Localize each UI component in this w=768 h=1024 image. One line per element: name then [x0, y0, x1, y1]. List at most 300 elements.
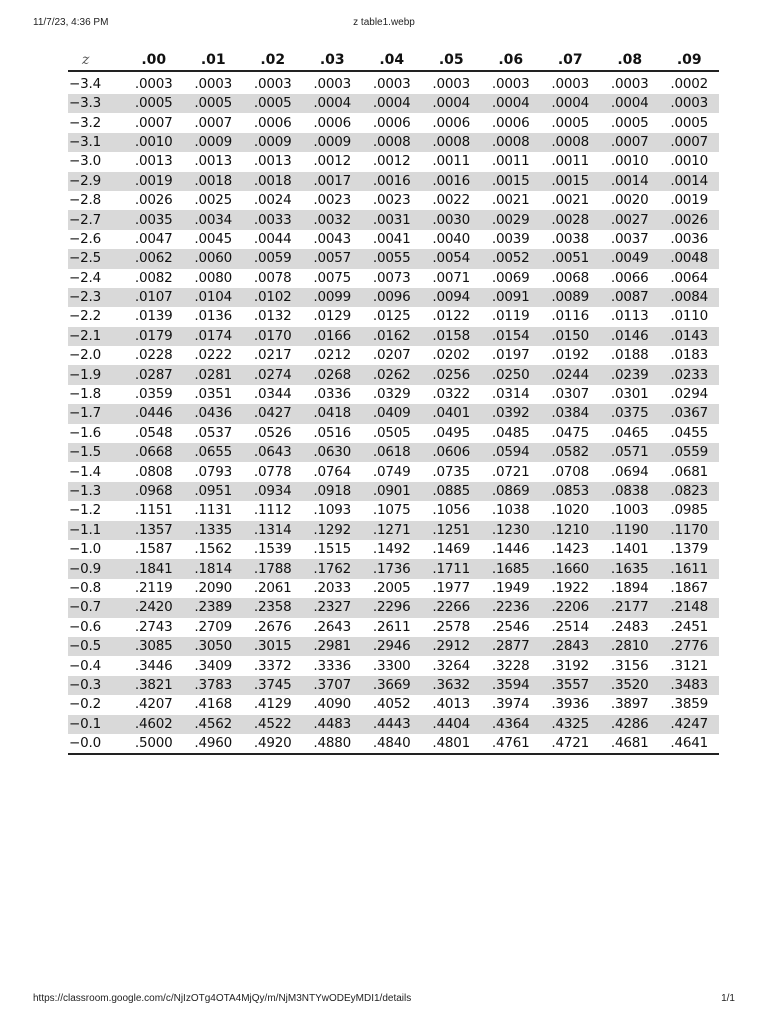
probability-cell: .1711: [432, 560, 471, 577]
probability-cell: .0005: [670, 114, 709, 131]
probability-cell: .4840: [362, 734, 422, 754]
probability-cell: .2206: [551, 599, 590, 616]
probability-cell: .0721: [491, 463, 530, 480]
probability-cell: .4960: [184, 734, 244, 754]
probability-cell: .1075: [372, 502, 411, 519]
probability-cell: .0007: [134, 114, 173, 131]
probability-cell: .0082: [134, 269, 173, 286]
probability-cell: .1469: [432, 541, 471, 558]
probability-cell: .0301: [610, 386, 649, 403]
probability-cell: .0007: [194, 114, 233, 131]
probability-cell: .1867: [670, 579, 709, 596]
probability-cell: .0143: [670, 327, 709, 344]
probability-cell: .2090: [194, 579, 233, 596]
probability-cell: .0526: [253, 424, 292, 441]
probability-cell: .0655: [194, 444, 233, 461]
table-row: [68, 152, 719, 171]
probability-cell: .0003: [551, 76, 590, 92]
probability-cell: .0274: [253, 366, 292, 383]
table-row: [68, 133, 719, 152]
probability-cell: .1093: [313, 502, 352, 519]
probability-cell: .2389: [194, 599, 233, 616]
probability-cell: .3228: [491, 657, 530, 674]
probability-cell: .2843: [551, 638, 590, 655]
probability-cell: .0022: [432, 192, 471, 209]
probability-cell: .1446: [491, 541, 530, 558]
probability-cell: .0012: [313, 153, 352, 170]
z-value-cell: −2.1: [69, 327, 101, 344]
probability-cell: .0062: [134, 250, 173, 267]
table-row: [68, 618, 719, 637]
probability-cell: .2177: [610, 599, 649, 616]
probability-cell: .0281: [194, 366, 233, 383]
z-value-cell: −2.9: [69, 172, 101, 189]
probability-cell: .0681: [670, 463, 709, 480]
probability-cell: .4325: [551, 715, 590, 732]
probability-cell: .0013: [253, 153, 292, 170]
probability-cell: .0007: [670, 133, 709, 150]
probability-cell: .0207: [372, 347, 411, 364]
probability-cell: .3336: [313, 657, 352, 674]
probability-cell: .2810: [610, 638, 649, 655]
probability-cell: .1977: [432, 579, 471, 596]
probability-cell: .0256: [432, 366, 471, 383]
probability-cell: .0004: [432, 95, 471, 112]
probability-cell: .0026: [134, 192, 173, 209]
probability-cell: .0099: [313, 289, 352, 306]
probability-cell: .0066: [610, 269, 649, 286]
z-value-cell: −2.0: [69, 347, 101, 364]
probability-cell: .0073: [372, 269, 411, 286]
probability-cell: .1949: [491, 579, 530, 596]
probability-cell: .0007: [610, 133, 649, 150]
probability-cell: .0125: [372, 308, 411, 325]
probability-cell: .0537: [194, 424, 233, 441]
probability-cell: .0059: [253, 250, 292, 267]
probability-cell: .3632: [432, 676, 471, 693]
probability-cell: .0446: [134, 405, 173, 422]
probability-cell: .2676: [253, 618, 292, 635]
probability-cell: .0019: [134, 172, 173, 189]
column-header: .07: [541, 49, 601, 71]
probability-cell: .0017: [313, 172, 352, 189]
probability-cell: .4483: [313, 715, 352, 732]
probability-cell: .0869: [491, 483, 530, 499]
table-row: [68, 695, 719, 714]
probability-cell: .4880: [303, 734, 363, 754]
probability-cell: .1894: [610, 579, 649, 596]
probability-cell: .0052: [491, 250, 530, 267]
probability-cell: .1038: [491, 502, 530, 519]
probability-cell: .2611: [372, 618, 411, 635]
z-value-cell: −1.2: [69, 502, 101, 519]
probability-cell: .2578: [432, 618, 471, 635]
table-row: [68, 559, 719, 578]
table-row: [68, 249, 719, 268]
probability-cell: .0045: [194, 230, 233, 247]
z-value-cell: −3.3: [69, 95, 101, 112]
probability-cell: .0222: [194, 347, 233, 364]
column-header: .05: [422, 49, 482, 71]
z-value-cell: −1.4: [69, 463, 101, 480]
probability-cell: .1210: [551, 521, 590, 538]
probability-cell: .1003: [610, 502, 649, 519]
table-row: [68, 210, 719, 229]
table-row: [68, 191, 719, 210]
table-row: [68, 94, 719, 113]
probability-cell: .0011: [432, 153, 471, 170]
probability-cell: .0016: [432, 172, 471, 189]
probability-cell: .1423: [551, 541, 590, 558]
probability-cell: .3783: [194, 676, 233, 693]
probability-cell: .2981: [313, 638, 352, 655]
probability-cell: .0006: [313, 114, 352, 131]
probability-cell: .0606: [432, 444, 471, 461]
column-header: .09: [660, 49, 720, 71]
probability-cell: .0968: [134, 483, 173, 499]
probability-cell: .0033: [253, 211, 292, 228]
z-value-cell: −0.6: [69, 618, 101, 635]
probability-cell: .0322: [432, 386, 471, 403]
probability-cell: .0030: [432, 211, 471, 228]
probability-cell: .0004: [372, 95, 411, 112]
probability-cell: .4090: [313, 696, 352, 713]
probability-cell: .4168: [194, 696, 233, 713]
probability-cell: .0122: [432, 308, 471, 325]
probability-cell: .0048: [670, 250, 709, 267]
probability-cell: .0455: [670, 424, 709, 441]
probability-cell: .2451: [670, 618, 709, 635]
probability-cell: .0582: [551, 444, 590, 461]
probability-cell: .0179: [134, 327, 173, 344]
probability-cell: .2420: [134, 599, 173, 616]
probability-cell: .3156: [610, 657, 649, 674]
z-value-cell: −3.0: [69, 153, 101, 170]
z-value-cell: −0.3: [69, 676, 101, 693]
probability-cell: .0136: [194, 308, 233, 325]
probability-cell: .2546: [491, 618, 530, 635]
probability-cell: .0102: [253, 289, 292, 306]
probability-cell: .1492: [372, 541, 411, 558]
probability-cell: .0037: [610, 230, 649, 247]
probability-cell: .2877: [491, 638, 530, 655]
probability-cell: .0375: [610, 405, 649, 422]
probability-cell: .0668: [134, 444, 173, 461]
column-header: .00: [124, 49, 184, 71]
probability-cell: .1020: [551, 502, 590, 519]
probability-cell: .0009: [194, 133, 233, 150]
probability-cell: .0838: [610, 483, 649, 499]
probability-cell: .0643: [253, 444, 292, 461]
probability-cell: .0049: [610, 250, 649, 267]
probability-cell: .1314: [253, 521, 292, 538]
probability-cell: .0808: [134, 463, 173, 480]
probability-cell: .0239: [610, 366, 649, 383]
probability-cell: .3372: [253, 657, 292, 674]
probability-cell: .5000: [124, 734, 184, 754]
probability-cell: .1131: [194, 502, 233, 519]
probability-cell: .0495: [432, 424, 471, 441]
probability-cell: .0548: [134, 424, 173, 441]
probability-cell: .1251: [432, 521, 471, 538]
probability-cell: .0078: [253, 269, 292, 286]
probability-cell: .2033: [313, 579, 352, 596]
z-value-cell: −3.1: [69, 133, 101, 150]
probability-cell: .0158: [432, 327, 471, 344]
probability-cell: .0024: [253, 192, 292, 209]
probability-cell: .1788: [253, 560, 292, 577]
probability-cell: .1112: [253, 502, 292, 519]
probability-cell: .0885: [432, 483, 471, 499]
probability-cell: .0694: [610, 463, 649, 480]
z-value-cell: −1.1: [69, 521, 101, 538]
probability-cell: .0465: [610, 424, 649, 441]
probability-cell: .0021: [551, 192, 590, 209]
table-row: [68, 365, 719, 384]
probability-cell: .0630: [313, 444, 352, 461]
probability-cell: .0015: [551, 172, 590, 189]
probability-cell: .0012: [372, 153, 411, 170]
probability-cell: .0057: [313, 250, 352, 267]
probability-cell: .0329: [372, 386, 411, 403]
z-value-cell: −0.7: [69, 599, 101, 616]
probability-cell: .0951: [194, 483, 233, 499]
z-column-header: z: [68, 49, 124, 71]
probability-cell: .0069: [491, 269, 530, 286]
table-row: [68, 424, 719, 443]
probability-cell: .3446: [134, 657, 173, 674]
probability-cell: .0003: [610, 76, 649, 92]
probability-cell: .0028: [551, 211, 590, 228]
probability-cell: .0359: [134, 386, 173, 403]
probability-cell: .0044: [253, 230, 292, 247]
probability-cell: .1271: [372, 521, 411, 538]
probability-cell: .0344: [253, 386, 292, 403]
probability-cell: .0018: [253, 172, 292, 189]
table-row: [68, 482, 719, 501]
probability-cell: .2776: [670, 638, 709, 655]
probability-cell: .3707: [313, 676, 352, 693]
z-value-cell: −2.7: [69, 211, 101, 228]
probability-cell: .0025: [194, 192, 233, 209]
probability-cell: .0019: [670, 192, 709, 209]
probability-cell: .0594: [491, 444, 530, 461]
z-value-cell: −1.7: [69, 405, 101, 422]
probability-cell: .0217: [253, 347, 292, 364]
table-body: [68, 71, 719, 754]
column-header: .08: [600, 49, 660, 71]
probability-cell: .2119: [134, 579, 173, 596]
probability-cell: .3859: [670, 696, 709, 713]
probability-cell: .1922: [551, 579, 590, 596]
probability-cell: .0170: [253, 327, 292, 344]
probability-cell: .3745: [253, 676, 292, 693]
probability-cell: .0934: [253, 483, 292, 499]
probability-cell: .0228: [134, 347, 173, 364]
z-value-cell: −0.5: [69, 638, 101, 655]
probability-cell: .0475: [551, 424, 590, 441]
table-row: [68, 230, 719, 249]
probability-cell: .2709: [194, 618, 233, 635]
table-row: [68, 462, 719, 481]
table-row: [68, 521, 719, 540]
probability-cell: .1685: [491, 560, 530, 577]
table-row: [68, 113, 719, 132]
probability-cell: .0087: [610, 289, 649, 306]
probability-cell: .0985: [670, 502, 709, 519]
probability-cell: .1562: [194, 541, 233, 558]
probability-cell: .2296: [372, 599, 411, 616]
table-row: [68, 676, 719, 695]
probability-cell: .0006: [432, 114, 471, 131]
z-value-cell: −2.6: [69, 230, 101, 247]
z-value-cell: −0.4: [69, 657, 101, 674]
probability-cell: .3520: [610, 676, 649, 693]
probability-cell: .0113: [610, 308, 649, 325]
table-row: [68, 501, 719, 520]
probability-cell: .0014: [670, 172, 709, 189]
z-table-container: [68, 49, 719, 755]
table-row: [68, 579, 719, 598]
probability-cell: .3483: [670, 676, 709, 693]
probability-cell: .3015: [253, 638, 292, 655]
probability-cell: .2236: [491, 599, 530, 616]
probability-cell: .0043: [313, 230, 352, 247]
probability-cell: .0336: [313, 386, 352, 403]
probability-cell: .2743: [134, 618, 173, 635]
probability-cell: .0094: [432, 289, 471, 306]
probability-cell: .0250: [491, 366, 530, 383]
probability-cell: .1660: [551, 560, 590, 577]
probability-cell: .0793: [194, 463, 233, 480]
probability-cell: .1814: [194, 560, 233, 577]
probability-cell: .4562: [194, 715, 233, 732]
probability-cell: .1587: [134, 541, 173, 558]
probability-cell: .2005: [372, 579, 411, 596]
probability-cell: .0036: [670, 230, 709, 247]
probability-cell: .0294: [670, 386, 709, 403]
probability-cell: .0084: [670, 289, 709, 306]
probability-cell: .0039: [491, 230, 530, 247]
probability-cell: .0418: [313, 405, 352, 422]
probability-cell: .0162: [372, 327, 411, 344]
probability-cell: .0008: [551, 133, 590, 150]
probability-cell: .0011: [491, 153, 530, 170]
probability-cell: .0154: [491, 327, 530, 344]
probability-cell: .3300: [372, 657, 411, 674]
z-value-cell: −1.8: [69, 386, 101, 403]
z-value-cell: −2.8: [69, 192, 101, 209]
probability-cell: .0035: [134, 211, 173, 228]
probability-cell: .0823: [670, 483, 709, 499]
z-value-cell: −0.0: [68, 734, 124, 754]
print-header: [33, 17, 735, 31]
probability-cell: .0003: [670, 95, 709, 112]
document-title: z table1.webp: [353, 17, 415, 28]
probability-cell: .0183: [670, 347, 709, 364]
probability-cell: .0188: [610, 347, 649, 364]
table-row: [68, 307, 719, 326]
probability-cell: .0129: [313, 308, 352, 325]
probability-cell: .0146: [610, 327, 649, 344]
probability-cell: .0392: [491, 405, 530, 422]
probability-cell: .0314: [491, 386, 530, 403]
probability-cell: .1151: [134, 502, 173, 519]
probability-cell: .2358: [253, 599, 292, 616]
probability-cell: .1611: [670, 560, 709, 577]
probability-cell: .0080: [194, 269, 233, 286]
probability-cell: .0166: [313, 327, 352, 344]
probability-cell: .0003: [194, 76, 233, 92]
probability-cell: .3085: [134, 638, 173, 655]
probability-cell: .0015: [491, 172, 530, 189]
probability-cell: .1190: [610, 521, 649, 538]
z-value-cell: −0.9: [69, 560, 101, 577]
probability-cell: .0009: [253, 133, 292, 150]
probability-cell: .0096: [372, 289, 411, 306]
probability-cell: .1841: [134, 560, 173, 577]
z-value-cell: −2.3: [69, 289, 101, 306]
probability-cell: .4681: [600, 734, 660, 754]
table-row: [68, 656, 719, 675]
probability-cell: .2266: [432, 599, 471, 616]
probability-cell: .0038: [551, 230, 590, 247]
probability-cell: .0047: [134, 230, 173, 247]
probability-cell: .0749: [372, 463, 411, 480]
probability-cell: .0055: [372, 250, 411, 267]
probability-cell: .0010: [134, 133, 173, 150]
probability-cell: .1170: [670, 521, 709, 538]
probability-cell: .1515: [313, 541, 352, 558]
probability-cell: .3121: [670, 657, 709, 674]
probability-cell: .3050: [194, 638, 233, 655]
z-value-cell: −3.4: [69, 76, 101, 92]
probability-cell: .3557: [551, 676, 590, 693]
probability-cell: .0008: [432, 133, 471, 150]
probability-cell: .4641: [660, 734, 720, 754]
probability-cell: .1379: [670, 541, 709, 558]
z-value-cell: −1.3: [69, 483, 101, 499]
probability-cell: .0040: [432, 230, 471, 247]
probability-cell: .0485: [491, 424, 530, 441]
probability-cell: .0307: [551, 386, 590, 403]
probability-cell: .0107: [134, 289, 173, 306]
probability-cell: .0010: [610, 153, 649, 170]
probability-cell: .0018: [194, 172, 233, 189]
probability-cell: .0032: [313, 211, 352, 228]
probability-cell: .0071: [432, 269, 471, 286]
table-row: [68, 404, 719, 423]
z-value-cell: −1.6: [69, 424, 101, 441]
probability-cell: .1357: [134, 521, 173, 538]
z-value-cell: −1.0: [69, 541, 101, 558]
probability-cell: .0004: [551, 95, 590, 112]
probability-cell: .1762: [313, 560, 352, 577]
probability-cell: .0268: [313, 366, 352, 383]
probability-cell: .0013: [134, 153, 173, 170]
probability-cell: .2946: [372, 638, 411, 655]
probability-cell: .0008: [491, 133, 530, 150]
probability-cell: .0003: [134, 76, 173, 92]
probability-cell: .1401: [610, 541, 649, 558]
probability-cell: .0003: [253, 76, 292, 92]
probability-cell: .0197: [491, 347, 530, 364]
probability-cell: .2327: [313, 599, 352, 616]
table-row: [68, 346, 719, 365]
probability-cell: .2643: [313, 618, 352, 635]
probability-cell: .0287: [134, 366, 173, 383]
probability-cell: .2148: [670, 599, 709, 616]
